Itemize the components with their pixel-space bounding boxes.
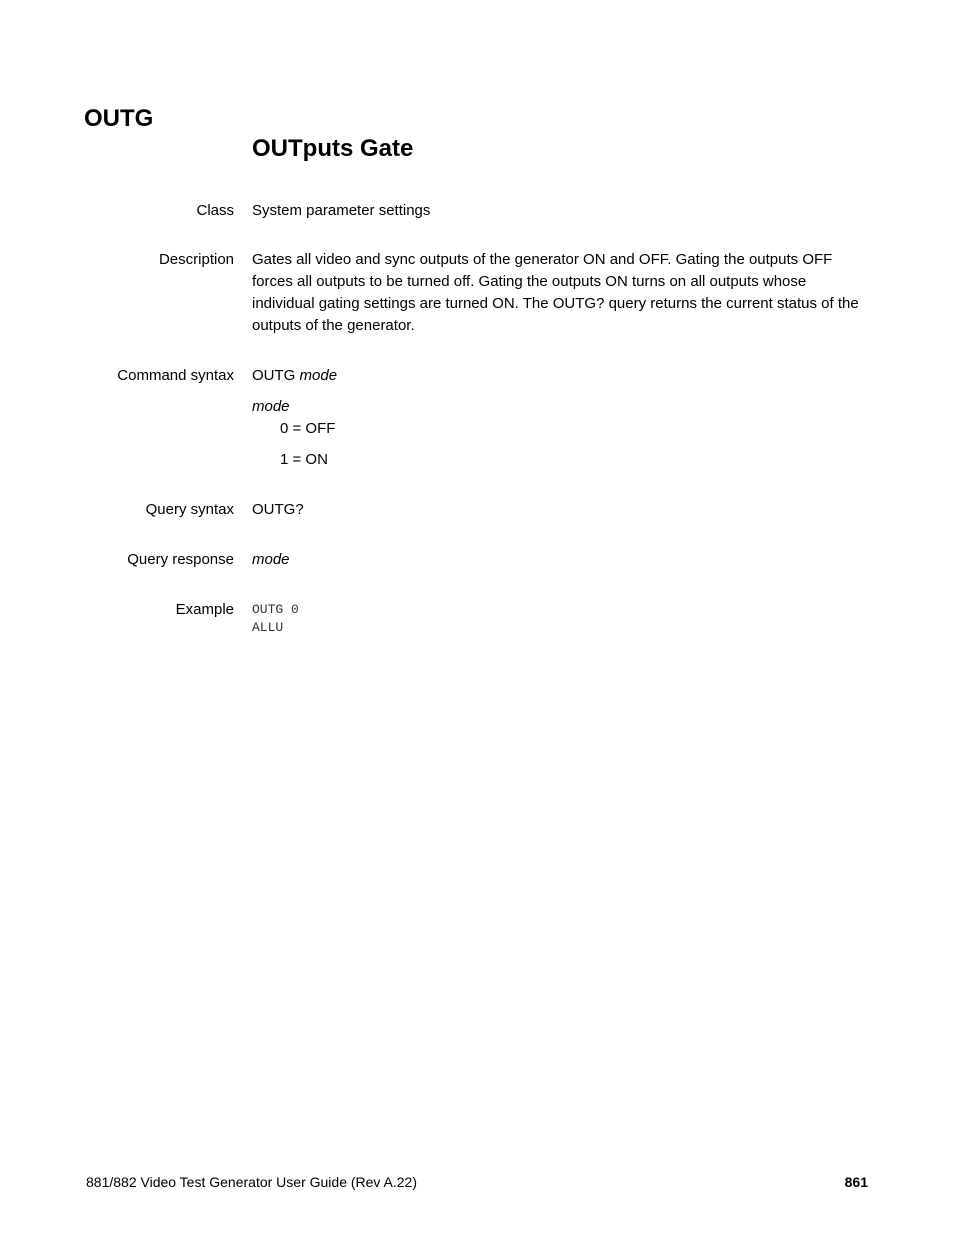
command-syntax-label: Command syntax [117,367,234,384]
page-number: 861 [844,1174,868,1190]
class-label: Class [196,202,234,219]
example-line: ALLU [252,620,284,635]
class-value: System parameter settings [252,202,431,219]
command-syntax-param: mode [299,367,338,384]
query-syntax-label: Query syntax [145,501,234,518]
example-line: OUTG 0 [252,602,299,617]
param-option-on: 1 = ON [280,451,328,468]
footer-guide-title: 881/882 Video Test Generator User Guide (Rev A.22) [86,1174,418,1190]
description-label: Description [158,251,234,268]
query-syntax-value: OUTG? [252,501,304,518]
command-syntax-command: OUTG [252,367,296,384]
query-response-value: mode [252,551,290,568]
page-title: OUTputs Gate [252,135,414,162]
description-text: Gates all video and sync outputs of the generator ON and OFF. Gating the outputs OFF forces all outputs to be turned off. Gating the outputs ON turns on all outputs whose individual gating settings are turned ON. The OUTG? query returns the current status of the outputs of the generator. [252,251,859,334]
query-response-label: Query response [127,551,234,568]
example-label: Example [175,601,234,618]
param-option-off: 0 = OFF [280,420,336,437]
command-syntax-value [252,365,864,387]
command-name: OUTG [84,105,154,132]
param-heading: mode [252,398,290,415]
